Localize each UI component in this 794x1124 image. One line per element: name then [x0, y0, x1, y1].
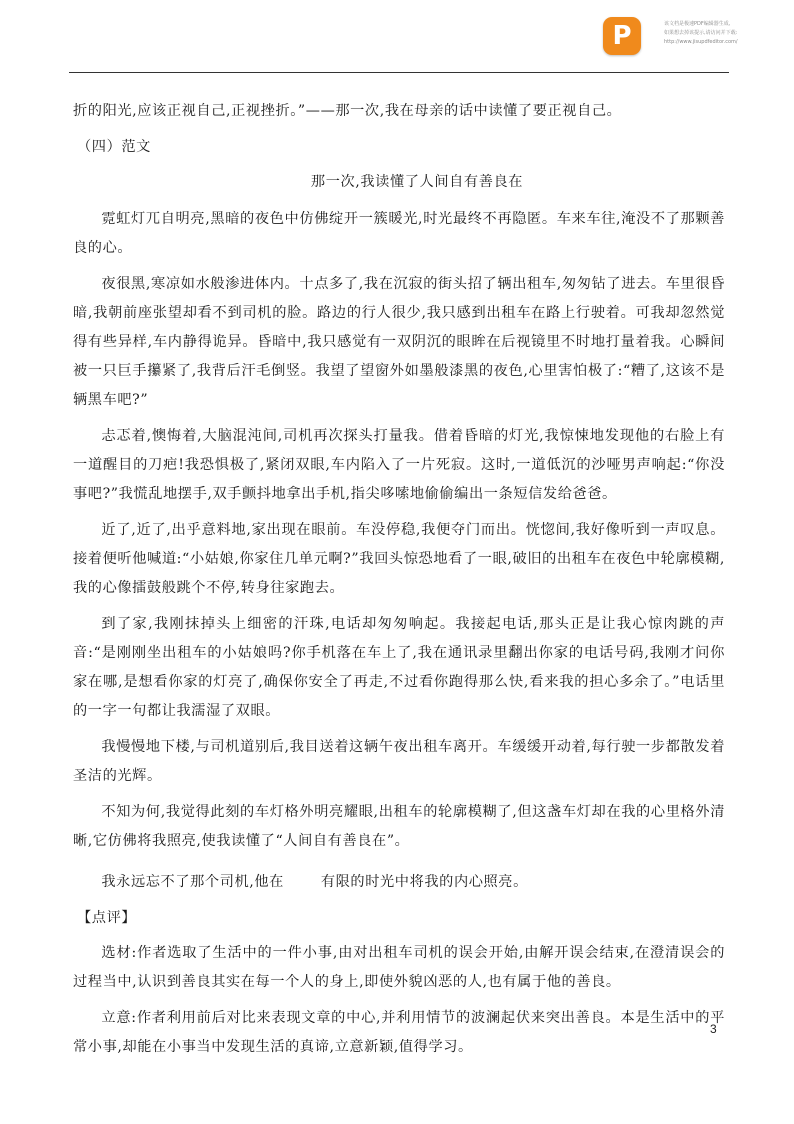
- closing-paragraph: [73, 868, 725, 897]
- watermark-notice: [664, 20, 792, 47]
- essay-paragraph: 不知为何,我觉得此刻的车灯格外明亮耀眼,出租车的轮廓模糊了,但这盏车灯却在我的心里格外清晰,它仿佛将我照亮,使我读懂了“人间自有善良在”。: [73, 804, 725, 849]
- watermark-url: http://www.jisupdfeditor.com/: [664, 39, 738, 45]
- essay-paragraph: 夜很黑,寒凉如水般渗进体内。十点多了,我在沉寂的街头招了辆出租车,匆匆钻了进去。车里很昏暗,我朝前座张望却看不到司机的脸。路边的行人很少,我只感到出租车在路上行驶着。可我却忽然觉得有些异样,车内静得诡异。昏暗中,我只感觉有一双阴沉的眼眸在后视镜里不时地打量着我。心瞬间被一只巨手攥紧了,我背后汗毛倒竖。我望了望窗外如墨般漆黑的夜色,心里害怕极了:“糟了,这该不是辆黑车吧?”: [73, 276, 725, 408]
- essay-paragraph: 霓虹灯兀自明亮,黑暗的夜色中仿佛绽开一簇暖光,时光最终不再隐匿。车来车往,淹没不了那颗善良的心。: [73, 211, 725, 256]
- essay-paragraph: 我慢慢地下楼,与司机道别后,我目送着这辆午夜出租车离开。车缓缓开动着,每行驶一步都散发着圣洁的光辉。: [73, 739, 725, 784]
- closing-text-end: 有限的时光中将我的内心照亮。: [320, 874, 528, 890]
- essay-paragraph: 忐忑着,懊悔着,大脑混沌间,司机再次探头打量我。借着昏暗的灯光,我惊悚地发现他的右脸上有一道醒目的刀疤!我恐惧极了,紧闭双眼,车内陷入了一片死寂。这时,一道低沉的沙哑男声响起:“你没事吧?”我慌乱地摆手,双手颤抖地拿出手机,指尖哆嗦地偷偷编出一条短信发给爸爸。: [73, 428, 725, 502]
- watermark-line: 如果想去掉该提示,请访问并下载:: [664, 30, 738, 36]
- header-rule: [69, 72, 729, 73]
- pdf-editor-logo: [603, 17, 641, 55]
- document-body: [73, 97, 725, 1069]
- continuation-text: 折的阳光,应该正视自己,正视挫折。”——那一次,我在母亲的话中读懂了要正视自己。: [73, 103, 622, 119]
- logo-p-icon: P: [612, 21, 632, 51]
- page-number: 3: [710, 1022, 717, 1036]
- comment-label: 【点评】: [77, 910, 137, 926]
- essay-title: 那一次,我读懂了人间自有善良在: [310, 174, 524, 190]
- comment-paragraph: 选材:作者选取了生活中的一件小事,由对出租车司机的误会开始,由解开误会结束,在澄清误会的过程当中,认识到善良其实在每一个人的身上,即使外貌凶恶的人,也有属于他的善良。: [73, 945, 725, 990]
- section-label: （四）范文: [77, 139, 151, 155]
- essay-paragraph: 到了家,我刚抹掉头上细密的汗珠,电话却匆匆响起。我接起电话,那头正是让我心惊肉跳的声音:“是刚刚坐出租车的小姑娘吗?你手机落在车上了,我在通讯录里翻出你家的电话号码,我刚才问你家在哪,是想看你家的灯亮了,确保你安全了再走,不过看你跑得那么快,看来我的担心多余了。”电话里的一字一句都让我濡湿了双眼。: [73, 616, 725, 719]
- comment-paragraph: 立意:作者利用前后对比来表现文章的中心,并利用情节的波澜起伏来突出善良。本是生活中的平常小事,却能在小事当中发现生活的真谛,立意新颖,值得学习。: [73, 1010, 725, 1055]
- closing-text-start: 我永远忘不了那个司机,他在: [101, 874, 284, 890]
- watermark-line: 该文档是极速PDF编辑器生成,: [664, 21, 731, 27]
- page-header: [0, 0, 794, 80]
- essay-paragraph: 近了,近了,出乎意料地,家出现在眼前。车没停稳,我便夺门而出。恍惚间,我好像听到一声叹息。接着便听他喊道:“小姑娘,你家住几单元啊?”我回头惊恐地看了一眼,破旧的出租车在夜色中轮廓模糊,我的心像擂鼓般跳个不停,转身往家跑去。: [73, 522, 725, 596]
